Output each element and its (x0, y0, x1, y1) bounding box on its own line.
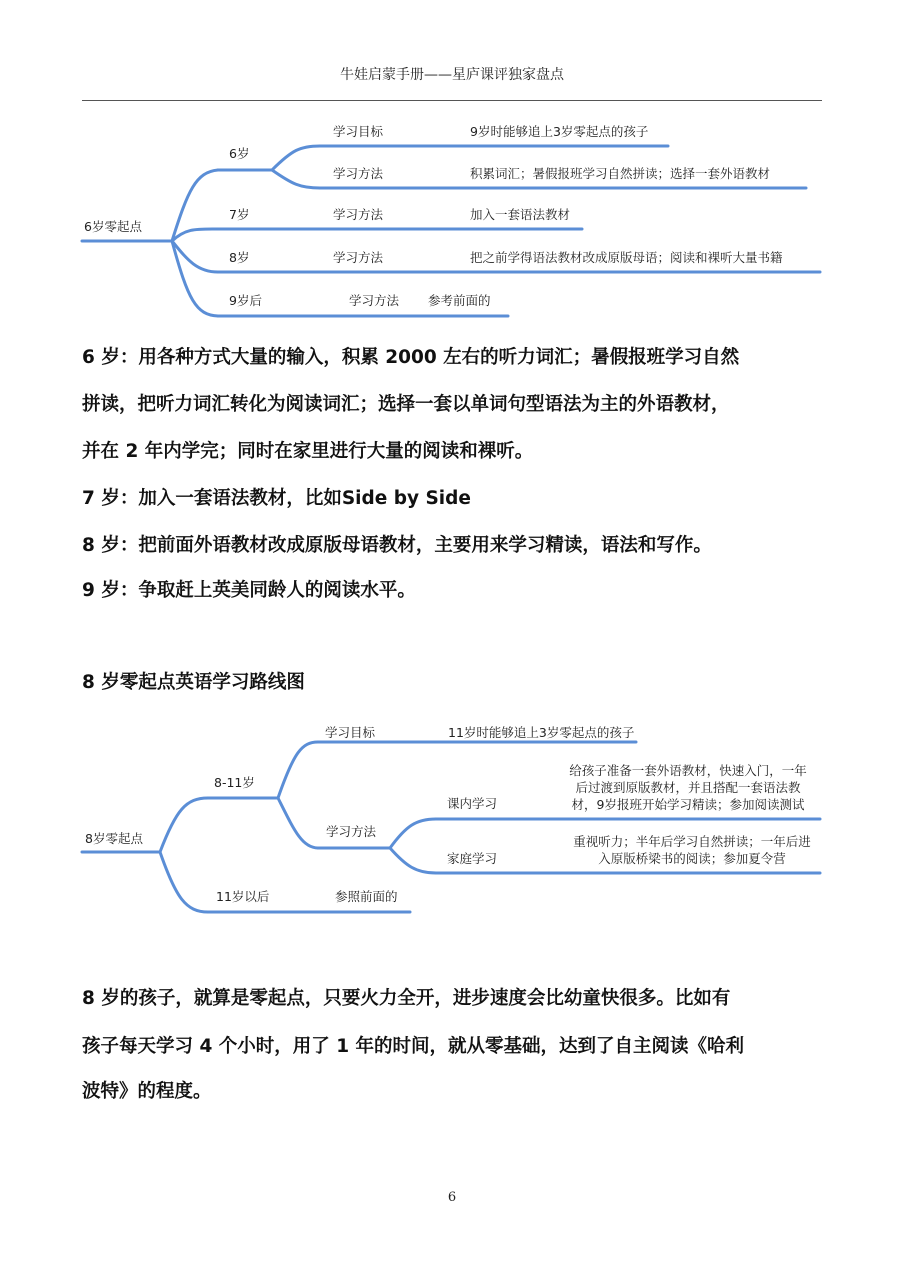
map2-class-label: 课内学习 (447, 796, 498, 811)
map2-home-text-line2: 入原版桥梁书的阅读；参加夏令营 (598, 851, 786, 866)
map2-goal-label: 学习目标 (325, 725, 376, 740)
map1-age6-goal-text: 9岁时能够追上3岁零起点的孩子 (470, 124, 649, 139)
map1-age7-label: 7岁 (229, 207, 250, 222)
paragraph-age9: 9 岁：争取赶上英美同龄人的阅读水平。 (82, 580, 416, 601)
map1-age6-label: 6岁 (229, 146, 250, 161)
map1-age9-method-text: 参考前面的 (428, 293, 491, 308)
map2-goal-text: 11岁时能够追上3岁零起点的孩子 (448, 725, 635, 740)
map1-age6-goal-label: 学习目标 (333, 124, 384, 139)
map2-age11-text: 参照前面的 (335, 889, 398, 904)
paragraph-age6-line3: 并在 2 年内学完；同时在家里进行大量的阅读和裸听。 (82, 441, 534, 462)
paragraph-age8: 8 岁：把前面外语教材改成原版母语教材，主要用来学习精读，语法和写作。 (82, 535, 712, 556)
map1-age8-label: 8岁 (229, 250, 250, 265)
map2-root-label: 8岁零起点 (85, 831, 143, 846)
map1-age9-label: 9岁后 (229, 293, 262, 308)
map2-method-label: 学习方法 (326, 824, 377, 839)
page-number: 6 (447, 1190, 457, 1205)
map2-class-text-line3: 材，9岁报班开始学习精读；参加阅读测试 (571, 797, 805, 812)
paragraph-age6-line1: 6 岁：用各种方式大量的输入，积累 2000 左右的听力词汇；暑假报班学习自然 (82, 347, 740, 368)
map1-age7-method-text: 加入一套语法教材 (470, 207, 571, 222)
map2-home-text-line1: 重视听力；半年后学习自然拼读；一年后进 (573, 834, 811, 849)
map1-age8-method-text: 把之前学得语法教材改成原版母语；阅读和裸听大量书籍 (470, 250, 783, 265)
paragraph-summary-line3: 波特》的程度。 (82, 1081, 212, 1102)
map1-age6-method-label: 学习方法 (333, 166, 384, 181)
map2-class-text-line2: 后过渡到原版教材，并且搭配一套语法教 (575, 780, 801, 795)
paragraph-summary-line2: 孩子每天学习 4 个小时，用了 1 年的时间，就从零基础，达到了自主阅读《哈利 (82, 1036, 745, 1057)
paragraph-age7: 7 岁：加入一套语法教材，比如Side by Side (82, 488, 471, 509)
map1-age6-method-text: 积累词汇；暑假报班学习自然拼读；选择一套外语教材 (470, 166, 771, 181)
map2-age8-11-label: 8-11岁 (214, 775, 255, 790)
page-header: 牛娃启蒙手册——星庐课评独家盘点 (340, 67, 564, 83)
map2-class-text-line1: 给孩子准备一套外语教材，快速入门，一年 (569, 763, 807, 778)
map2-age11-label: 11岁以后 (216, 889, 270, 904)
map1-root-label: 6岁零起点 (84, 219, 142, 234)
map1-age8-method-label: 学习方法 (333, 250, 384, 265)
section-title: 8 岁零起点英语学习路线图 (82, 672, 305, 693)
map2-home-label: 家庭学习 (447, 851, 498, 866)
paragraph-summary-line1: 8 岁的孩子，就算是零起点，只要火力全开，进步速度会比幼童快很多。比如有 (82, 988, 731, 1009)
map1-age9-method-label: 学习方法 (349, 293, 400, 308)
map1-age7-method-label: 学习方法 (333, 207, 384, 222)
paragraph-age6-line2: 拼读，把听力词汇转化为阅读词汇；选择一套以单词句型语法为主的外语教材， (82, 394, 730, 415)
